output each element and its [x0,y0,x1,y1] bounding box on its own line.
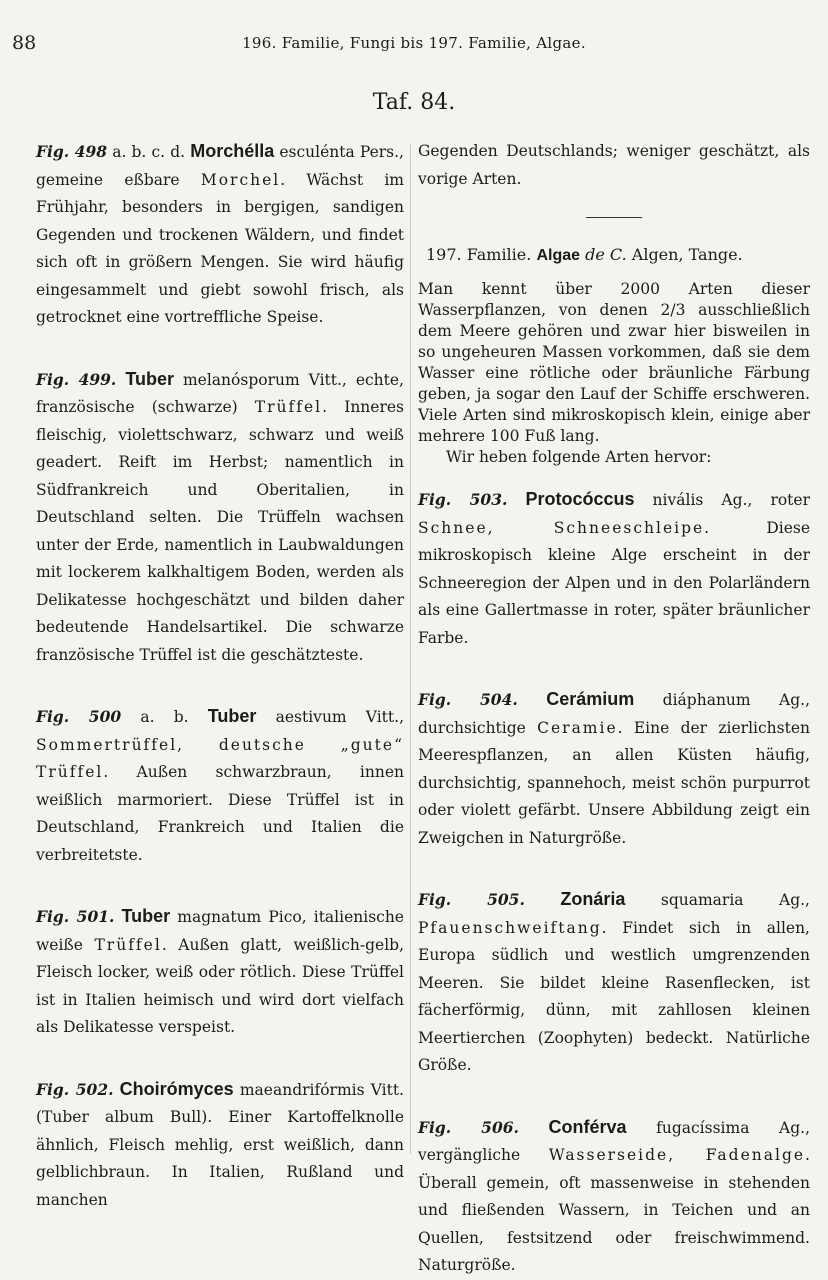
species-name: squamaria Ag., [625,891,810,909]
fig-label: Fig. 499. [36,369,117,389]
fig-label: Fig. 506. [418,1117,519,1137]
plate-title: Taf. 84. [372,90,456,115]
common-name: Sommertrüffel, deutsche „gute“ Trüffel [36,735,404,781]
family-name: Algae [536,247,581,264]
entry-fig-506 [418,1114,810,1280]
running-head: 196. Familie, Fungi bis 197. Familie, Algae. [242,34,586,52]
fig-label: Fig. 503. [418,490,508,509]
entry-fig-500 [36,703,404,869]
right-column [418,138,810,1280]
species-name: esculénta Pers., gemeine eßbare [36,143,404,189]
genus-name: Cerámium [546,689,635,709]
common-name: Wasserseide, Fadenalge [548,1146,806,1164]
genus-name: Zonária [560,889,626,909]
common-name: Ceramie [537,718,618,737]
species-name: magnatum Pico, italienische weiße [36,908,404,954]
species-name: melanósporum Vitt., echte, französische (schwarze) [36,370,404,416]
entry-fig-503 [418,486,810,652]
description: . Außen glatt, weißlich-gelb, Fleisch locker, weiß oder rötlich. Diese Trüffel ist in Italien heimisch und wird dort vielfach als Delikatesse verspeist. [36,935,404,1036]
entry-fig-501 [36,903,404,1042]
description: . Wächst im Frühjahr, besonders in bergigen, sandigen Gegenden und trockenen Wäldern, und findet sich oft in größern Mengen. Sie wird häufig eingesammelt und giebt sowohl frisch, als getrocknet eine vortreffliche Speise. [36,170,404,326]
common-name: Morchel [200,170,281,189]
description: . Findet sich in allen, Europa südlich und westlich umgrenzenden Meeren. Sie bildet kleine Rasenflecken, ist fächerförmig, dünn, mit zahllosen kleinen Meertierchen (Zoophyten) bedeckt. Natürliche Größe. [418,918,810,1074]
common-name: Schnee, Schneeschleipe [418,518,705,537]
fig-parts: a. b. c. d. [107,143,186,161]
entry-fig-505 [418,886,810,1080]
family-number: 197. Familie. [426,245,532,264]
fig-label: Fig. 498 [36,142,108,161]
family-intro: Man kennt über 2000 Arten dieser Wasserpflanzen, von denen 2/3 ausschließlich dem Meere gehören und zwar hier bisweilen in so ungeheuren Massen vorkommen, daß sie dem Wasser eine rötliche oder bräunliche Färbung geben, ja sogar den Lauf der Schiffe erschweren. Viele Arten sind mikroskopisch klein, einige aber mehrere 100 Fuß lang. [418,280,810,445]
description: . Überall gemein, oft massenweise in stehenden und fließenden Wassern, in Teichen und an Quellen, festsitzend oder freischwimmend. Naturgröße. [418,1146,810,1274]
fig-parts: a. b. [121,708,189,726]
species-name: aestivum Vitt., [256,708,404,726]
fig-label: Fig. 501. [36,907,115,926]
description: . Außen schwarzbraun, innen weißlich marmoriert. Diese Trüffel ist in Deutschland, Frankreich und Italien die verbreitetste. [36,763,404,864]
genus-name: Choirómyces [119,1078,234,1099]
description: . Eine der zierlichsten Meerespflanzen, an allen Küsten häufig, durchsichtig, spannehoch, meist schön purpurrot oder violett gefärbt. Unsere Abbildung zeigt ein Zweigchen in Naturgröße. [418,718,810,847]
genus-name: Morchélla [190,141,275,161]
family-heading [426,242,810,269]
common-name: Trüffel [94,935,162,954]
left-column [36,138,404,1214]
description: . Diese mikroskopisch kleine Alge erscheint in der Schneeregion der Alpen und in den Polarländern als eine Gallertmasse in roter, später bräunlicher Farbe. [418,518,810,647]
family-author: de C. [585,245,627,264]
genus-name: Tuber [207,706,257,726]
entry-fig-504 [418,686,810,852]
page-number: 88 [12,32,37,54]
species-name: maeandrifórmis Vitt. (Tuber album Bull). Einer Kartoffelknolle ähnlich, Fleisch mehlig, erst weißlich, dann gelblichbraun. In Italien, Rußland und manchen [36,1080,404,1209]
common-name: Pfauenschweiftang [418,918,602,937]
common-name: Trüffel [254,398,323,416]
genus-name: Protocóccus [525,489,635,509]
fig-label: Fig. 504. [418,690,518,709]
fig-label: Fig. 502. [36,1079,114,1099]
fig-label: Fig. 505. [418,890,525,909]
column-divider [410,144,411,1154]
species-name: diáphanum Ag., durchsichtige [418,691,810,737]
species-name: nivális Ag., roter [634,491,810,509]
species-name: fugacíssima Ag., vergängliche [418,1118,810,1164]
fig-label: Fig. 500 [36,707,122,726]
genus-name: Tuber [121,906,171,926]
entry-fig-499 [36,366,404,670]
genus-name: Tuber [125,368,174,389]
family-intro-2: Wir heben folgende Arten hervor: [446,448,712,466]
section-rule [586,217,642,218]
description: . Inneres fleischig, violettschwarz, schwarz und weiß geadert. Reift im Herbst; namentlich in Südfrankreich und Oberitalien, in Deutschland selten. Die Trüffeln wachsen unter der Erde, namentlich in Laubwaldungen mit lockerem kalkhaltigem Boden, werden als Delikatesse hochgeschätzt und bilden daher bedeutende Handelsartikel. Die schwarze französische Trüffel ist die geschätzteste. [36,398,404,664]
family-common-name: Algen, Tange. [631,245,743,264]
continuation-text: Gegenden Deutschlands; weniger geschätzt, als vorige Arten. [418,142,810,188]
entry-fig-502 [36,1076,404,1215]
genus-name: Conférva [548,1116,627,1137]
entry-fig-498 [36,138,404,332]
